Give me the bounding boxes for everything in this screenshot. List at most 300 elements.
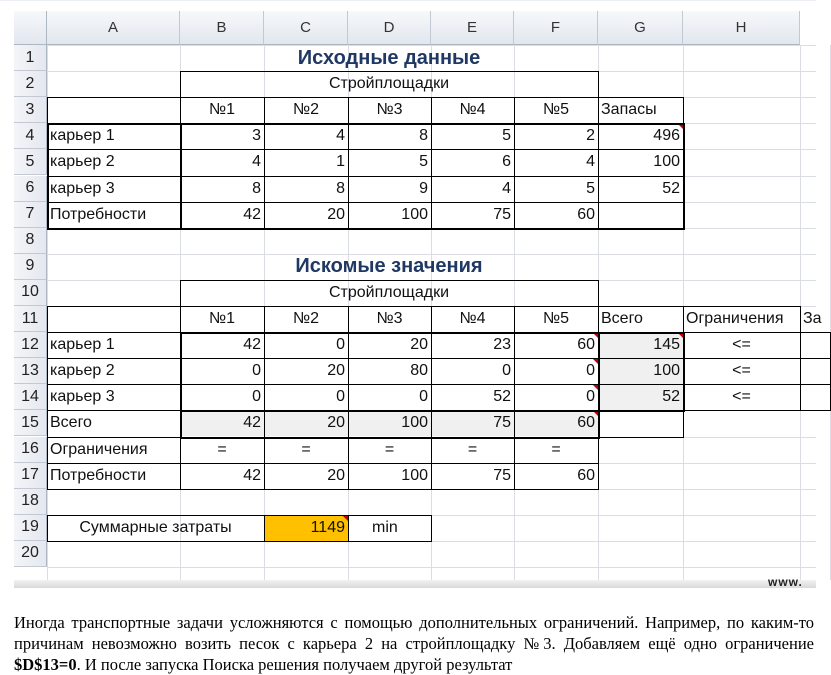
t1-data-thick-top [180, 123, 685, 125]
t1-cell-border-left [598, 149, 599, 176]
t1-cell-border-top [180, 149, 265, 150]
t2-total-border-bottom [598, 437, 684, 438]
t2-cell-border-left [264, 358, 265, 385]
table1-cell[interactable]: 9 [419, 179, 428, 197]
t2-cell-border-left [47, 410, 48, 437]
t2-cell-border-left [264, 437, 265, 464]
t1-header-border-top [47, 97, 181, 98]
table2-cell[interactable]: <= [732, 336, 751, 354]
row-header-11[interactable]: 11 [14, 306, 47, 332]
t1-cell-border-top [348, 202, 432, 203]
table1-cell[interactable]: 8 [336, 179, 345, 197]
t1-header-border-left [348, 97, 349, 124]
t2-total-thick-top [180, 410, 600, 412]
caption-paragraph [14, 612, 814, 675]
summary-value-border-bottom [264, 541, 349, 542]
t2-cell-border-left [514, 358, 515, 385]
t2-header-border-top [348, 306, 432, 307]
t2-cell-border-top [47, 384, 181, 385]
table2-cell[interactable]: 0 [514, 358, 598, 384]
t2-constraint-border-top [683, 358, 801, 359]
table2-header-3[interactable]: №3 [376, 310, 403, 328]
table1-header-2[interactable]: №2 [292, 101, 320, 119]
t2-cell-border-left [264, 410, 265, 437]
t2-cell-border-top [431, 384, 515, 385]
table2-row-label[interactable]: карьер 2 [50, 362, 115, 380]
t2-cell-border-top [431, 358, 515, 359]
t1-header-border-top [514, 97, 599, 98]
row-header-8[interactable]: 8 [14, 228, 47, 254]
table2-demand-cell[interactable]: 60 [577, 466, 595, 484]
t1-cell-border-top [431, 202, 515, 203]
row-header-9[interactable]: 9 [14, 254, 47, 280]
t2-cell-border-left [431, 332, 432, 359]
t2-header-border-left [348, 306, 349, 333]
table2-cell[interactable]: 20 [410, 336, 428, 354]
row-header-5[interactable]: 5 [14, 149, 47, 175]
summary-label-border-bottom [47, 541, 265, 542]
t1-labels-thick-left [47, 123, 49, 229]
t2-cell-border-left [348, 463, 349, 490]
table2-cell[interactable]: 0 [502, 362, 511, 380]
t1-group-border-right [598, 71, 599, 98]
table1-cell[interactable] [598, 202, 683, 228]
table1-cell[interactable]: 75 [493, 205, 511, 223]
t1-labels-thick-bottom [47, 228, 182, 230]
t2-cell-border-left [348, 410, 349, 437]
t1-header-border-top [180, 97, 265, 98]
t2-cell-border-right [598, 463, 599, 490]
t2-total-border-top [598, 358, 684, 359]
t2-cell-border-left [514, 332, 515, 359]
table1-cell[interactable]: 3 [252, 127, 261, 145]
table2-header-8[interactable]: За [803, 310, 822, 328]
watermark: www. [768, 575, 803, 589]
table1-header-5[interactable]: №5 [542, 101, 570, 119]
t1-header-border-top [431, 97, 515, 98]
t2-cell-border-top [514, 463, 599, 464]
t1-cell-border-left [514, 123, 515, 150]
summary-goal-border-bottom [348, 541, 432, 542]
table1-header-6[interactable]: Запасы [601, 101, 657, 119]
table2-demand-label[interactable]: Потребности [50, 466, 147, 484]
t2-group-border-top [180, 280, 599, 281]
table1-cell[interactable]: 1 [336, 153, 345, 171]
table2-total-cell[interactable]: 75 [431, 410, 514, 436]
t1-cell-border-left [514, 202, 515, 229]
t1-cell-border-left [514, 149, 515, 176]
t2-cell-border-left [348, 437, 349, 464]
t2-header-border-top [683, 306, 801, 307]
summary-goal-border-right [431, 515, 432, 542]
t1-group-border-top [180, 71, 599, 72]
summary-goal[interactable]: min [372, 518, 398, 536]
row-header-18[interactable]: 18 [14, 489, 47, 515]
t2-cell-border-top [47, 437, 181, 438]
t2-header-border-left [683, 306, 684, 333]
t2-header-border-left [514, 306, 515, 333]
summary-label-border-top [47, 515, 265, 516]
t2-header-border-left [264, 306, 265, 333]
table2-cell[interactable]: 145 [598, 332, 683, 358]
table1-cell[interactable]: 5 [419, 153, 428, 171]
row-header-16[interactable]: 16 [14, 437, 47, 463]
table2-header-4[interactable]: №4 [459, 310, 486, 328]
t1-cell-border-top [598, 149, 684, 150]
t2-vars-thick-top [180, 332, 600, 334]
table2-group-header[interactable]: Стройплощадки [328, 283, 450, 301]
table2-constraint-cell[interactable]: = [467, 440, 478, 458]
table1-row-label[interactable]: Потребности [50, 205, 147, 223]
table2-cell[interactable]: 100 [598, 358, 683, 384]
table2-header-6[interactable]: Всего [601, 310, 643, 328]
table1-title[interactable]: Исходные данные [297, 46, 481, 69]
table1-cell[interactable]: 8 [252, 179, 261, 197]
row-header-2[interactable]: 2 [14, 71, 47, 97]
column-header-a[interactable]: A [47, 11, 180, 45]
t2-header-border-left [47, 306, 48, 333]
table2-constraint-cell[interactable]: = [301, 440, 311, 458]
t1-data-thick-bottom [180, 228, 685, 230]
t1-cell-border-top [348, 149, 432, 150]
table2-total-cell[interactable]: 20 [264, 410, 348, 436]
table2-total-label[interactable]: Всего [50, 414, 92, 432]
summary-value[interactable]: 1149 [264, 515, 348, 541]
table1-header-4[interactable]: №4 [459, 101, 486, 119]
t2-extra-border-left [800, 332, 801, 359]
t1-header-border-left [431, 97, 432, 124]
t1-cell-border-left [264, 176, 265, 203]
t2-extra-border-bottom [800, 410, 831, 411]
table2-header-2[interactable]: №2 [292, 310, 320, 328]
t2-cell-border-bottom [348, 489, 432, 490]
table1-cell[interactable]: 52 [662, 179, 680, 197]
t2-cell-border-top [47, 463, 181, 464]
t2-cell-border-left [431, 358, 432, 385]
t2-cell-border-left [431, 463, 432, 490]
t2-cell-border-top [264, 463, 349, 464]
t2-sum-thick-bottom [598, 410, 685, 412]
t1-cell-border-top [264, 149, 349, 150]
table2-row-label[interactable]: карьер 3 [50, 388, 115, 406]
t2-cell-border-top [47, 332, 181, 333]
table2-row-label[interactable]: карьер 1 [50, 336, 115, 354]
table2-header-7[interactable]: Ограничения [686, 310, 784, 328]
t2-header-border-top [598, 306, 684, 307]
row-header-6[interactable]: 6 [14, 176, 47, 202]
t1-cell-border-left [598, 176, 599, 203]
table1-cell[interactable]: 5 [586, 179, 595, 197]
table1-cell[interactable]: 100 [401, 205, 428, 223]
row-header-13[interactable]: 13 [14, 358, 47, 384]
t2-extra-border-top [800, 358, 831, 359]
t1-cell-border-left [264, 202, 265, 229]
t1-cell-border-top [264, 202, 349, 203]
t1-cell-border-top [514, 202, 599, 203]
t1-cell-border-top [180, 176, 265, 177]
table2-cell[interactable]: <= [732, 362, 751, 380]
row-header-7[interactable]: 7 [14, 202, 47, 228]
table2-cell[interactable]: 80 [410, 362, 428, 380]
t2-cell-border-left [264, 384, 265, 411]
t2-cell-border-top [264, 358, 349, 359]
t1-cell-border-left [431, 149, 432, 176]
t2-group-border-right [598, 280, 599, 307]
t2-cell-border-bottom [47, 489, 181, 490]
summary-goal-border-top [348, 515, 432, 516]
t1-cell-border-left [348, 176, 349, 203]
t1-cell-border-left [431, 202, 432, 229]
row-header-3[interactable]: 3 [14, 97, 47, 123]
t1-cell-border-left [348, 149, 349, 176]
t2-constraint-border-bottom [683, 410, 801, 411]
t2-cell-border-top [348, 358, 432, 359]
column-header-h[interactable]: H [683, 11, 800, 45]
table1-cell[interactable]: 4 [502, 179, 511, 197]
table1-cell[interactable]: 4 [586, 153, 595, 171]
t1-cell-border-top [47, 202, 181, 203]
table2-cell[interactable]: 23 [493, 336, 511, 354]
table2-cell[interactable]: 0 [336, 336, 345, 354]
t1-header-border-left [264, 97, 265, 124]
t2-cell-border-left [431, 410, 432, 437]
t1-header-border-left [514, 97, 515, 124]
table2-constraint-cell[interactable]: = [551, 440, 561, 458]
t2-cell-border-top [514, 384, 599, 385]
column-header-d[interactable]: D [348, 11, 431, 45]
summary-label[interactable]: Суммарные затраты [79, 518, 232, 536]
t2-cell-border-top [514, 358, 599, 359]
table1-row-label[interactable]: карьер 1 [50, 127, 115, 145]
table1-row-label[interactable]: карьер 3 [50, 179, 115, 197]
t2-cell-border-top [264, 384, 349, 385]
t2-cell-border-top [348, 384, 432, 385]
t1-header-border-top [348, 97, 432, 98]
t2-cell-border-left [264, 332, 265, 359]
t2-extra-border-top [800, 332, 831, 333]
t1-cell-border-top [514, 149, 599, 150]
table1-cell[interactable]: 5 [502, 127, 511, 145]
t1-cell-border-left [348, 123, 349, 150]
t2-header-border-right [800, 306, 801, 333]
t2-header-border-top [47, 306, 181, 307]
t2-extra-border-left [800, 358, 801, 385]
caption-formula: $D$13=0 [14, 655, 77, 674]
table1-cell[interactable]: 2 [586, 127, 595, 145]
table1-cell[interactable]: 20 [327, 205, 345, 223]
t2-header-border-left [431, 306, 432, 333]
t1-header-border-top [264, 97, 349, 98]
t2-cell-border-left [264, 463, 265, 490]
column-header-b[interactable]: B [180, 11, 264, 45]
t2-total-border-right [683, 410, 684, 437]
t1-cell-border-left [514, 176, 515, 203]
column-header-c[interactable]: C [264, 11, 348, 45]
table2-demand-cell[interactable]: 75 [493, 466, 511, 484]
t1-cell-border-top [47, 176, 181, 177]
row-header-20[interactable]: 20 [14, 541, 47, 567]
table2-total-cell[interactable]: 100 [348, 410, 431, 436]
t2-cell-border-top [180, 384, 265, 385]
t2-cell-border-left [47, 437, 48, 464]
table2-cell[interactable]: 0 [514, 384, 598, 410]
sheet-bottom-bar [14, 580, 816, 588]
table2-title[interactable]: Искомые значения [295, 255, 483, 278]
t2-cell-border-left [514, 384, 515, 411]
t2-cell-border-bottom [180, 489, 265, 490]
t2-header-border-left [180, 306, 181, 333]
table2-cell[interactable]: 0 [252, 388, 261, 406]
summary-goal-border-left [348, 515, 349, 542]
table2-constraints-label[interactable]: Ограничения [50, 440, 148, 458]
table1-cell[interactable]: 60 [577, 205, 595, 223]
table2-demand-cell[interactable]: 100 [401, 466, 428, 484]
t2-cell-border-left [180, 437, 181, 464]
table2-total-cell[interactable]: 42 [180, 410, 264, 436]
t2-cell-border-top [180, 463, 265, 464]
row-header-10[interactable]: 10 [14, 280, 47, 306]
t1-cell-border-left [264, 123, 265, 150]
caption-text-2: . И после запуска Поиска решения получаем другой результат [76, 655, 513, 674]
summary-value-border-top [264, 515, 349, 516]
t1-labels-thick-top [47, 123, 182, 125]
t1-cell-border-top [348, 176, 432, 177]
t1-cell-border-top [598, 176, 684, 177]
t2-total-thick-right [598, 410, 600, 438]
t2-cell-border-top [431, 463, 515, 464]
t2-cell-border-left [348, 332, 349, 359]
table2-header-5[interactable]: №5 [542, 310, 570, 328]
t1-header-border-left [598, 97, 599, 124]
t1-cell-border-top [180, 202, 265, 203]
t2-cell-border-left [514, 437, 515, 464]
t2-total-border-top [598, 384, 684, 385]
t1-header-border-right [683, 97, 684, 124]
row-header-17[interactable]: 17 [14, 463, 47, 489]
table1-cell[interactable]: 100 [653, 153, 680, 171]
table1-cell[interactable]: 6 [502, 153, 511, 171]
table2-total-cell[interactable]: 60 [514, 410, 598, 436]
t2-header-border-top [514, 306, 599, 307]
table2-constraint-cell[interactable]: = [384, 440, 395, 458]
t2-cell-border-left [47, 358, 48, 385]
t1-group-border-left [180, 71, 181, 98]
t2-header-border-top [431, 306, 515, 307]
row-header-1[interactable]: 1 [14, 45, 47, 71]
t2-cell-border-top [47, 410, 181, 411]
table1-header-1[interactable]: №1 [208, 101, 236, 119]
t2-constraint-border-top [683, 332, 801, 333]
table1-cell[interactable]: 42 [243, 205, 261, 223]
t2-cell-border-bottom [431, 489, 515, 490]
table2-header-1[interactable]: №1 [208, 310, 236, 328]
t2-cell-border-left [47, 384, 48, 411]
t2-cell-border-bottom [514, 489, 599, 490]
row-header-4[interactable]: 4 [14, 123, 47, 149]
t1-labels-thick-right [180, 123, 182, 229]
t2-extra-border-left [800, 384, 801, 411]
table2-demand-cell[interactable]: 42 [243, 466, 261, 484]
t1-cell-border-top [431, 149, 515, 150]
table1-cell[interactable]: 4 [336, 127, 345, 145]
row-header-15[interactable]: 15 [14, 410, 47, 436]
table2-cell[interactable]: 20 [327, 362, 345, 380]
t2-cell-border-left [348, 384, 349, 411]
t2-cell-border-left [47, 332, 48, 359]
t2-header-border-left [598, 306, 599, 333]
t2-cell-border-bottom [264, 489, 349, 490]
t2-cell-border-left [514, 463, 515, 490]
t1-header-border-left [180, 97, 181, 124]
table1-group-header[interactable]: Стройплощадки [328, 75, 450, 93]
t1-cell-border-top [431, 176, 515, 177]
t2-total-thick-bottom [180, 437, 600, 439]
table2-cell[interactable]: 42 [243, 336, 261, 354]
t2-header-border-top [180, 306, 265, 307]
t2-cell-border-left [180, 463, 181, 490]
table1-row-label[interactable]: карьер 2 [50, 153, 115, 171]
table2-cell[interactable]: 52 [493, 388, 511, 406]
t2-sum-thick-left [598, 332, 600, 412]
table2-constraint-cell[interactable]: = [217, 440, 227, 458]
column-header-g[interactable]: G [598, 11, 683, 45]
t1-cell-border-left [264, 149, 265, 176]
t2-header-border-top [264, 306, 349, 307]
row-header-14[interactable]: 14 [14, 384, 47, 410]
t1-cell-border-top [514, 176, 599, 177]
t1-cell-border-left [348, 202, 349, 229]
table2-cell[interactable]: 60 [514, 332, 598, 358]
t1-cell-border-left [431, 123, 432, 150]
table1-header-3[interactable]: №3 [376, 101, 403, 119]
t2-cell-border-left [431, 437, 432, 464]
t1-header-border-top [598, 97, 684, 98]
t1-cell-border-top [47, 149, 181, 150]
t2-cell-border-top [47, 358, 181, 359]
caption-text-1: Иногда транспортные задачи усложняются с помощью дополнительных ограничений. Например, по каким-то причинам невозможно возить песок с карьера 2 на стройплощадку №3. Добавляем ещё одно ограничение [14, 613, 814, 653]
t1-cell-border-top [598, 202, 684, 203]
table2-cell[interactable]: 0 [336, 388, 345, 406]
row-header-12[interactable]: 12 [14, 332, 47, 358]
table2-demand-cell[interactable]: 20 [327, 466, 345, 484]
table1-cell[interactable]: 496 [598, 123, 683, 149]
column-header-f[interactable]: F [514, 11, 598, 45]
summary-value-border-left [264, 515, 265, 542]
t1-data-thick-right [683, 123, 685, 229]
t2-cell-border-left [47, 463, 48, 490]
t1-cell-border-top [264, 176, 349, 177]
table2-cell[interactable]: 0 [252, 362, 261, 380]
table2-cell[interactable]: <= [732, 388, 751, 406]
t2-vars-thick-left [180, 332, 182, 412]
gridline-horizontal [47, 567, 816, 568]
table2-cell[interactable]: 0 [419, 388, 428, 406]
t2-group-border-left [180, 280, 181, 307]
t2-cell-border-left [431, 384, 432, 411]
t2-cell-border-top [180, 358, 265, 359]
table1-cell[interactable]: 8 [419, 127, 428, 145]
t2-cell-border-right [598, 437, 599, 464]
table1-cell[interactable]: 4 [252, 153, 261, 171]
column-header-e[interactable]: E [431, 11, 514, 45]
t2-constraint-border-top [683, 384, 801, 385]
t2-cell-border-top [348, 463, 432, 464]
t2-total-thick-left [180, 410, 182, 438]
t2-cell-border-left [514, 410, 515, 437]
row-header-19[interactable]: 19 [14, 515, 47, 541]
table2-cell[interactable]: 52 [598, 384, 683, 410]
select-all-corner[interactable] [14, 11, 47, 45]
